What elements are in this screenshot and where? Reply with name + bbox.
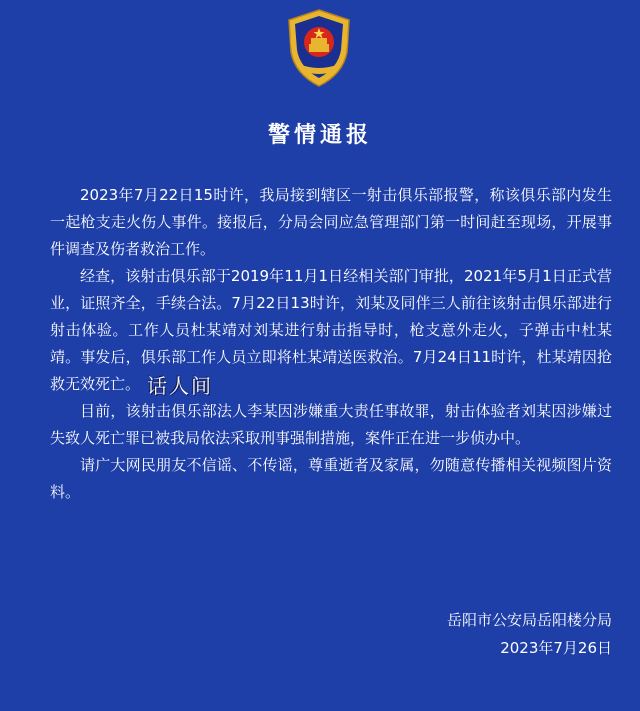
signature-date: 2023年7月26日 bbox=[500, 639, 612, 657]
signature-block bbox=[447, 606, 612, 662]
signature-organization: 岳阳市公安局岳阳楼分局 bbox=[446, 611, 612, 629]
watermark: 话人间 bbox=[147, 374, 213, 398]
page-title: 警情通报 bbox=[267, 123, 372, 148]
paragraph-3: 目前，该射击俱乐部法人李某因涉嫌重大责任事故罪，射击体验者刘某因涉嫌过失致人死亡罪已被我局依法采取刑事强制措施，案件正在进一步侦办中。 bbox=[50, 402, 612, 447]
report-body bbox=[50, 182, 612, 506]
paragraph-2: 经查，该射击俱乐部于2019年11月1日经相关部门审批，2021年5月1日正式营业，证照齐全，手续合法。7月22日13时许，刘某及同伴三人前往该射击俱乐部进行射击体验。工作人员杜某靖对刘某进行射击指导时，枪支意外走火，子弹击中杜某靖。事发后，俱乐部工作人员立即将杜某靖送医救治。7月24日11时许，杜某靖因抢救无效死亡。 bbox=[50, 267, 612, 393]
paragraph-4: 请广大网民朋友不信谣、不传谣，尊重逝者及家属，勿随意传播相关视频图片资料。 bbox=[50, 456, 612, 501]
police-emblem-icon bbox=[283, 8, 355, 88]
paragraph-1: 2023年7月22日15时许，我局接到辖区一射击俱乐部报警，称该俱乐部内发生一起枪支走火伤人事件。接报后，分局会同应急管理部门第一时间赶至现场，开展事件调查及伤者救治工作。 bbox=[50, 186, 612, 258]
